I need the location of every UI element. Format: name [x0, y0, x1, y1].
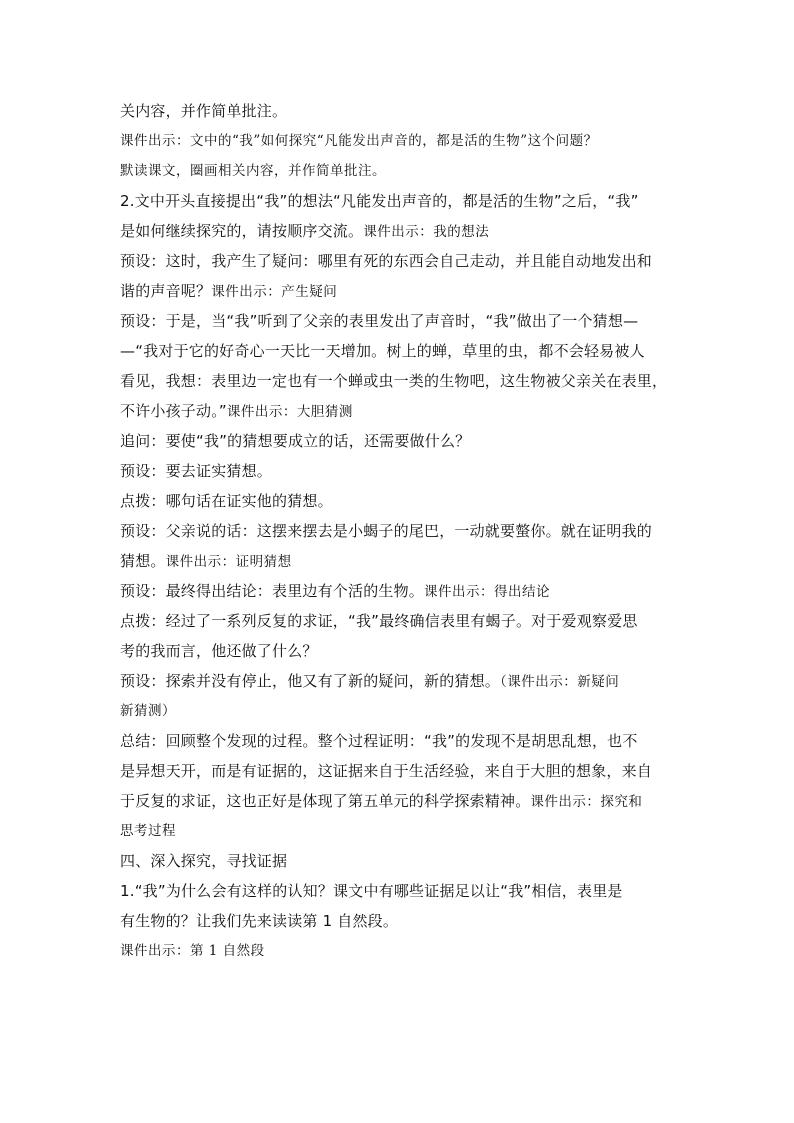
paragraph-line: 看见，我想：表里边一定也有一个蝉或虫一类的生物吧，这生物被父亲关在表里， [120, 372, 668, 390]
paragraph-line [120, 576, 680, 606]
paragraph-line: 预设：父亲说的话：这摆来摆去是小蝎子的尾巴，一动就要螫你。就在证明我的 [120, 522, 653, 540]
courseware-instruction: 课件出示：产生疑问 [211, 284, 338, 300]
courseware-instruction: 课件出示：我的想法 [363, 224, 490, 240]
courseware-instruction: 课件出示：第 1 自然段 [120, 943, 265, 959]
paragraph-line: 预设：于是，当“我”听到了父亲的表里发出了声音时，“我”做出了一个猜想— [120, 312, 639, 330]
paragraph-line [120, 546, 680, 576]
paragraph-line: —“我对于它的好奇心一天比一天增加。树上的蝉，草里的虫，都不会轻易被人 [120, 342, 645, 360]
body-text: 于反复的求证，这也正好是体现了第五单元的科学探索精神。 [120, 792, 531, 810]
courseware-instruction: （课件出示：新疑问 [500, 674, 620, 690]
paragraph-line: 考的我而言，他还做了什么？ [120, 642, 318, 660]
body-text: 预设：最终得出结论：表里边有个活的生物。 [120, 582, 425, 600]
body-text: 猜想。 [120, 552, 166, 570]
paragraph-line: 总结：回顾整个发现的过程。整个过程证明：“我”的发现不是胡思乱想，也不 [120, 732, 638, 750]
paragraph-line: 1.“我”为什么会有这样的认知？课文中有哪些证据足以让“我”相信，表里是 [120, 882, 623, 900]
paragraph-line: 2.文中开头直接提出“我”的想法“凡能发出声音的，都是活的生物”之后，“我” [120, 192, 639, 210]
paragraph-line: 追问：要使“我”的猜想要成立的话，还需要做什么？ [120, 432, 471, 450]
courseware-instruction: 课件出示：证明猜想 [165, 554, 292, 570]
courseware-instruction: 课件出示：大胆猜测 [226, 404, 353, 420]
courseware-instruction: 默读课文，圈画相关内容，并作简单批注。 [120, 163, 386, 179]
courseware-instruction: 课件出示：探究和 [530, 794, 643, 810]
paragraph-line: 点拨：哪句话在证实他的猜想。 [120, 492, 333, 510]
courseware-instruction: 课件出示：文中的“我”如何探究“凡能发出声音的，都是活的生物”这个问题？ [120, 133, 598, 149]
paragraph-line: 是异想天开，而是有证据的，这证据来自于生活经验，来自于大胆的想象，来自 [120, 762, 653, 780]
paragraph-line: 点拨：经过了一系列反复的求证，“我”最终确信表里有蝎子。对于爱观察爱思 [120, 612, 638, 630]
paragraph-line [120, 276, 680, 306]
document-body [120, 96, 680, 966]
paragraph-line [120, 786, 680, 816]
body-text: 谐的声音呢？ [120, 282, 212, 300]
paragraph-line [120, 666, 680, 696]
body-text: 预设：探索并没有停止，他又有了新的疑问，新的猜想。 [120, 672, 501, 690]
courseware-instruction: 思考过程 [120, 823, 176, 839]
paragraph-line: 预设：要去证实猜想。 [120, 462, 273, 480]
section-heading: 四、深入探究，寻找证据 [120, 852, 288, 870]
body-text: 是如何继续探究的，请按顺序交流。 [120, 222, 364, 240]
courseware-instruction: 新猜测） [120, 703, 176, 719]
paragraph-line: 有生物的？让我们先来读读第 1 自然段。 [120, 912, 399, 930]
courseware-instruction: 课件出示：得出结论 [424, 584, 551, 600]
paragraph-line [120, 396, 680, 426]
paragraph-line: 预设：这时，我产生了疑问：哪里有死的东西会自己走动，并且能自动地发出和 [120, 252, 653, 270]
body-text: 不许小孩子动。” [120, 402, 227, 420]
paragraph-line [120, 216, 680, 246]
paragraph-line: 关内容，并作简单批注。 [120, 102, 288, 120]
